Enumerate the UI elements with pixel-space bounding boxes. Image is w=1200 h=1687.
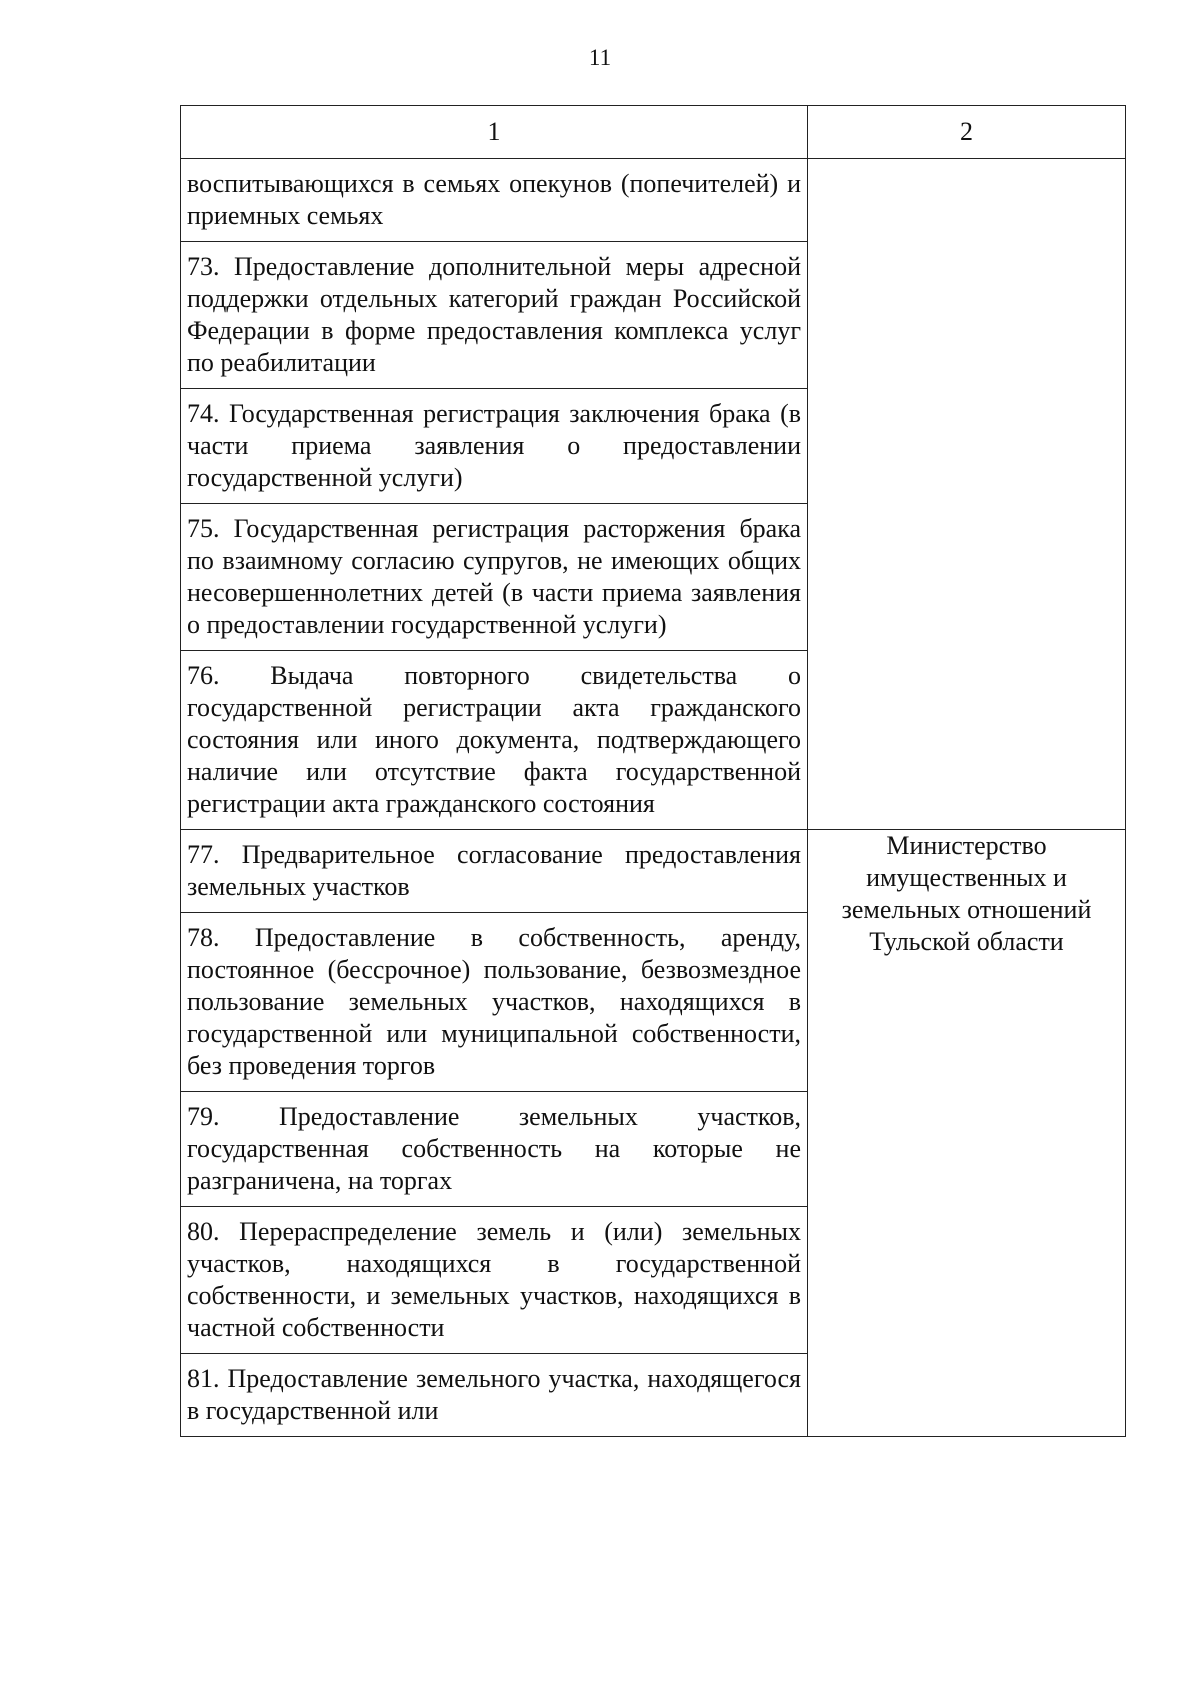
service-text: 79. Предоставление земельных участков, государственная собственность на которые не разграничена, на торгах <box>187 1102 801 1195</box>
service-text: 73. Предоставление дополнительной меры адресной поддержки отдельных категорий граждан Российской Федерации в форме предоставления комплекса услуг по реабилитации <box>187 252 801 377</box>
service-cell <box>181 830 808 913</box>
column-header-1: 1 <box>181 106 808 159</box>
services-table <box>180 105 1126 1437</box>
service-text: 81. Предоставление земельного участка, находящегося в государственной или <box>187 1364 801 1425</box>
service-text: 77. Предварительное согласование предоставления земельных участков <box>187 840 801 901</box>
authority-cell-empty <box>808 159 1126 830</box>
service-cell <box>181 1207 808 1354</box>
service-cell <box>181 651 808 830</box>
service-cell <box>181 913 808 1092</box>
ministry-name: Министерство имущественных и земельных отношений Тульской области <box>841 831 1092 956</box>
service-cell <box>181 389 808 504</box>
column-header-2: 2 <box>808 106 1126 159</box>
page-number: 11 <box>588 45 612 70</box>
table-header-row <box>181 106 1126 159</box>
service-text: воспитывающихся в семьях опекунов (попечителей) и приемных семьях <box>187 169 801 230</box>
table-row <box>181 159 1126 242</box>
table-row <box>181 830 1126 913</box>
service-text: 75. Государственная регистрация расторжения брака по взаимному согласию супругов, не имеющих общих несовершеннолетних детей (в части приема заявления о предоставлении государственной услуги) <box>187 514 801 639</box>
service-cell <box>181 242 808 389</box>
service-text: 80. Перераспределение земель и (или) земельных участков, находящихся в государственной собственности, и земельных участков, находящихся в частной собственности <box>187 1217 801 1342</box>
service-text: 74. Государственная регистрация заключения брака (в части приема заявления о предоставлении государственной услуги) <box>187 399 801 492</box>
service-cell <box>181 1092 808 1207</box>
service-cell <box>181 1354 808 1437</box>
authority-cell <box>808 830 1126 1437</box>
service-cell <box>181 504 808 651</box>
service-text: 76. Выдача повторного свидетельства о государственной регистрации акта гражданского состояния или иного документа, подтверждающего наличие или отсутствие факта государственной регистрации акта гражданского состояния <box>187 661 801 818</box>
service-cell <box>181 159 808 242</box>
service-text: 78. Предоставление в собственность, аренду, постоянное (бессрочное) пользование, безвозмездное пользование земельных участков, находящихся в государственной или муниципальной собственности, без проведения торгов <box>187 923 801 1080</box>
